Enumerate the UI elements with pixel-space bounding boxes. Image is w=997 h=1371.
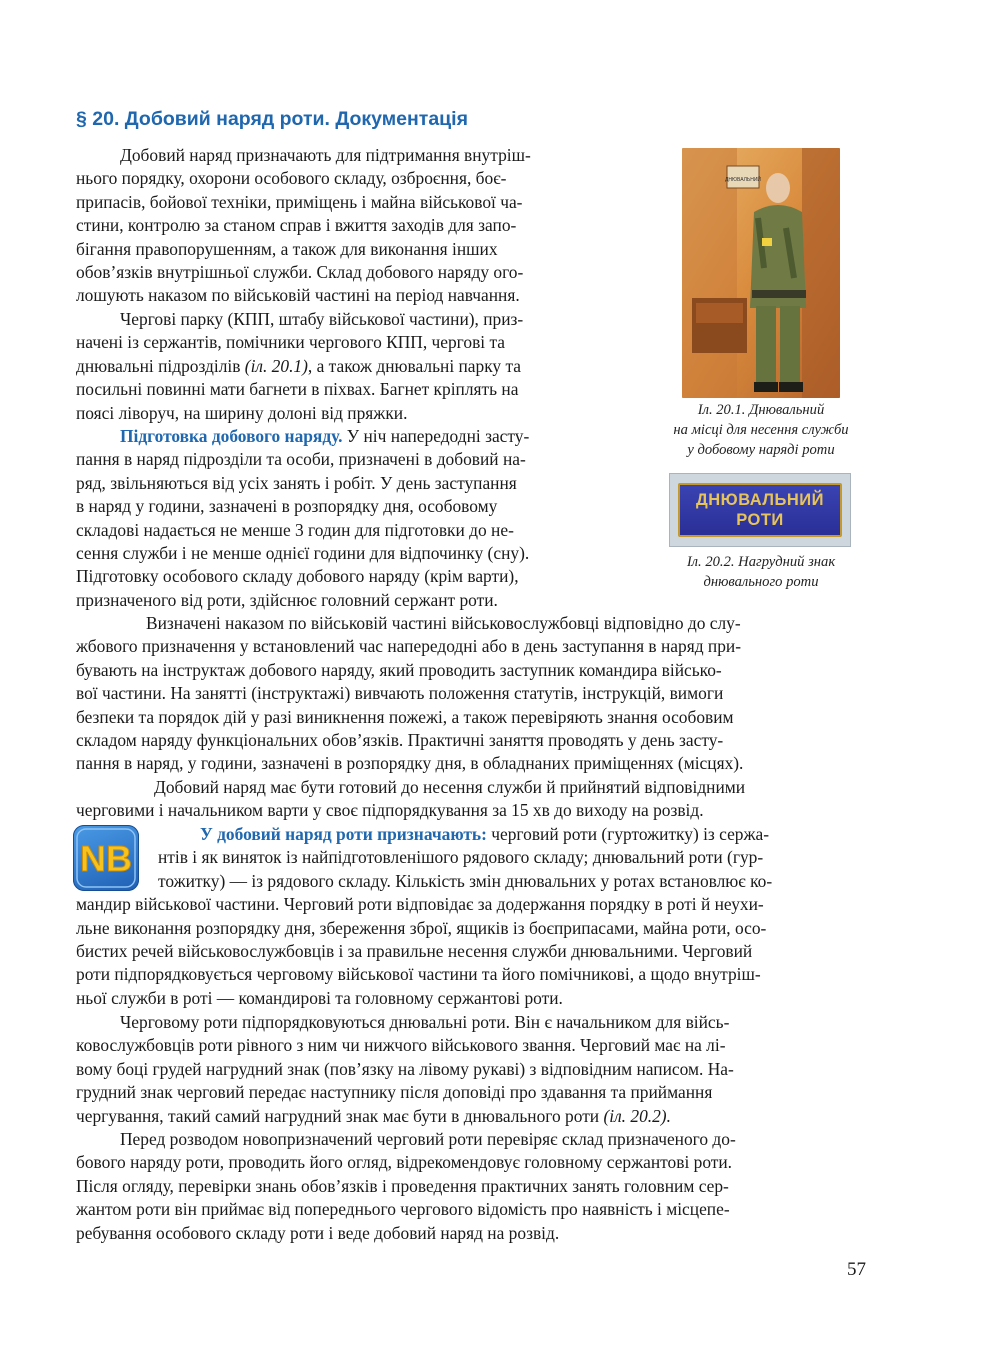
text-line: мандир військової частини. Черговий роти відповідає за додержання порядку в роті й неухи-	[76, 894, 764, 915]
text-line: призначеного від роти, здійснює головний сержант роти.	[76, 589, 498, 610]
text-line: льне виконання розпорядку дня, збереження зброї, ящиків із боєприпасами, майна роти, осо-	[76, 917, 767, 938]
text-line: жантом роти він приймає від попереднього чергового відомість про наявність і місцепе-	[76, 1199, 730, 1220]
text-line: нтів і як виняток із найпідготовленішого рядового складу; днювальний роти (гур-	[158, 847, 764, 868]
svg-text:ДНЮВАЛЬНИЙ: ДНЮВАЛЬНИЙ	[724, 177, 762, 183]
badge-plate: ДНЮВАЛЬНИЙ РОТИ	[678, 483, 842, 537]
figure-caption-20-2: Іл. 20.2. Нагрудний знак днювального роти	[686, 554, 836, 590]
text-line: Добовий наряд має бути готовий до несення служби й прийнятий відповідними	[154, 777, 746, 797]
paragraph-1	[76, 144, 617, 308]
badge-image	[669, 473, 851, 547]
text-line: ковослужбовців роти рівного з ним чи нижчого військового звання. Черговий має на лі-	[76, 1035, 726, 1056]
text-line: Добовий наряд призначають для підтримання внутріш-	[120, 145, 531, 165]
text-line: посильні повинні мати багнети в піхвах. Багнет кріплять на	[76, 379, 519, 400]
text-line: складові надається не менше 3 годин для підготовки до не-	[76, 519, 514, 540]
text-line: Визначені наказом по військовій частині військовослужбовці відповідно до слу-	[146, 613, 741, 633]
paragraph-lead: Підготовка добового наряду.	[120, 426, 343, 446]
text-line: нього порядку, охорони особового складу, озброєння, боє-	[76, 168, 507, 189]
text-line: в наряд у години, зазначені в розпорядку дня, особовому	[76, 496, 498, 517]
text-line: складом наряду функціональних обов’язків. Практичні заняття проводять у день засту-	[76, 730, 724, 751]
text-line: Чергові парку (КПП, штабу військової частини), приз-	[120, 309, 524, 329]
figure-photo-orderly	[682, 148, 840, 398]
paragraph-7	[76, 1011, 870, 1128]
svg-text:NB: NB	[80, 838, 132, 879]
text-line: начені із сержантів, помічники чергового КПП, чергові та	[76, 332, 505, 353]
text-line: безпеки та порядок дій у разі виникнення пожежі, а також перевіряють знання особовим	[76, 706, 734, 727]
text-line: ряд, звільняються від усіх занять і робіт. У день заступання	[76, 472, 517, 493]
text-line: лошують наказом по військовій частині на період навчання.	[76, 285, 520, 306]
paragraph-6	[76, 823, 870, 1010]
text-line: обов’язків внутрішньої служби. Склад добового наряду ого-	[76, 262, 524, 283]
text-line: Підготовку особового складу добового наряду (крім варти),	[76, 566, 519, 587]
text-line: пання в наряд, у години, зазначені в розпорядку дня, в обладнаних приміщеннях (місцях).	[76, 753, 744, 774]
text-line: грудний знак черговий передає наступнику після доповіді про здавання та приймання	[76, 1082, 713, 1103]
text-line: тожитку) — із рядового складу. Кількість змін днювальних у ротах встановлює ко-	[158, 870, 773, 891]
text-line: вої частини. На занятті (інструктажі) вивчають положення статутів, інструкцій, вимоги	[76, 683, 724, 704]
paragraph-lead: У добовий наряд роти призначають:	[200, 824, 487, 844]
text-line: Після огляду, перевірки знань обов’язків і проведення практичних занять головним сер-	[76, 1175, 729, 1196]
paragraph-3	[76, 425, 617, 612]
text-line: Черговому роти підпорядковуються днювальні роти. Він є начальником для війсь-	[120, 1012, 730, 1032]
text-line: припасів, бойової техніки, приміщень і майна військової ча-	[76, 191, 523, 212]
paragraph-4	[76, 612, 870, 776]
text-line: пання в наряд підрозділи та особи, призначені в добовий на-	[76, 449, 526, 470]
paragraph-2	[76, 308, 617, 425]
text-line: стини, контролю за станом справ і вжиття заходів для запо-	[76, 215, 517, 236]
text-line: черговими і начальником варти у своє підпорядкування за 15 хв до виходу на розвід.	[76, 800, 704, 821]
text-line: бувають на інструктаж добового наряду, який проводить заступник командира військо-	[76, 659, 722, 680]
text-line: У добовий наряд роти призначають: черговий роти (гуртожитку) із сержа-	[200, 824, 770, 844]
text-line: Підготовка добового наряду. У ніч напередодні засту-	[120, 426, 530, 446]
text-line: ньої служби в роті — командирові та головному сержантові роти.	[76, 987, 563, 1008]
text-line: поясі ліворуч, на ширину долоні від пряжки.	[76, 402, 408, 423]
figure-caption-20-1: Іл. 20.1. Днювальний на місці для несення служби у добовому наряді роти	[673, 402, 849, 458]
figure-reference: (іл. 20.1)	[244, 355, 308, 376]
text-line: днювальні підрозділів (іл. 20.1), а також днювальні парку та	[76, 355, 521, 376]
text-line: сення служби і не менше однієї години для відпочинку (сну).	[76, 543, 530, 564]
text-line: бового наряду роти, проводить його огляд, відрекомендовує головному сержантові роти.	[76, 1152, 733, 1173]
page-number: 57	[847, 1259, 866, 1280]
text-line: жбового призначення у встановлений час напередодні або в день заступання в наряд при-	[76, 636, 742, 657]
text-line: вому боці грудей нагрудний знак (пов’язку на лівому рукаві) з відповідним написом. На-	[76, 1058, 734, 1079]
section-title: § 20. Добовий наряд роти. Документація	[76, 108, 468, 130]
figure-reference: (іл. 20.2).	[603, 1105, 671, 1126]
text-line: Перед розводом новопризначений черговий роти перевіряє склад призначеного до-	[120, 1129, 736, 1149]
text-line: бігання правопорушенням, а також для виконання інших	[76, 238, 498, 259]
paragraph-5	[76, 776, 870, 823]
paragraph-8	[76, 1128, 870, 1245]
text-line: чергування, такий самий нагрудний знак має бути в днювального роти (іл. 20.2).	[76, 1105, 671, 1126]
orderly-illustration	[682, 148, 840, 398]
text-line: бистих речей військовослужбовців і за правильне несення служби днювальними. Черговий	[76, 941, 753, 962]
text-line: роти підпорядковується черговому військової частини та його помічникові, а щодо внутріш-	[76, 964, 761, 985]
text-line: ребування особового складу роти і веде добовий наряд на розвід.	[76, 1222, 560, 1243]
